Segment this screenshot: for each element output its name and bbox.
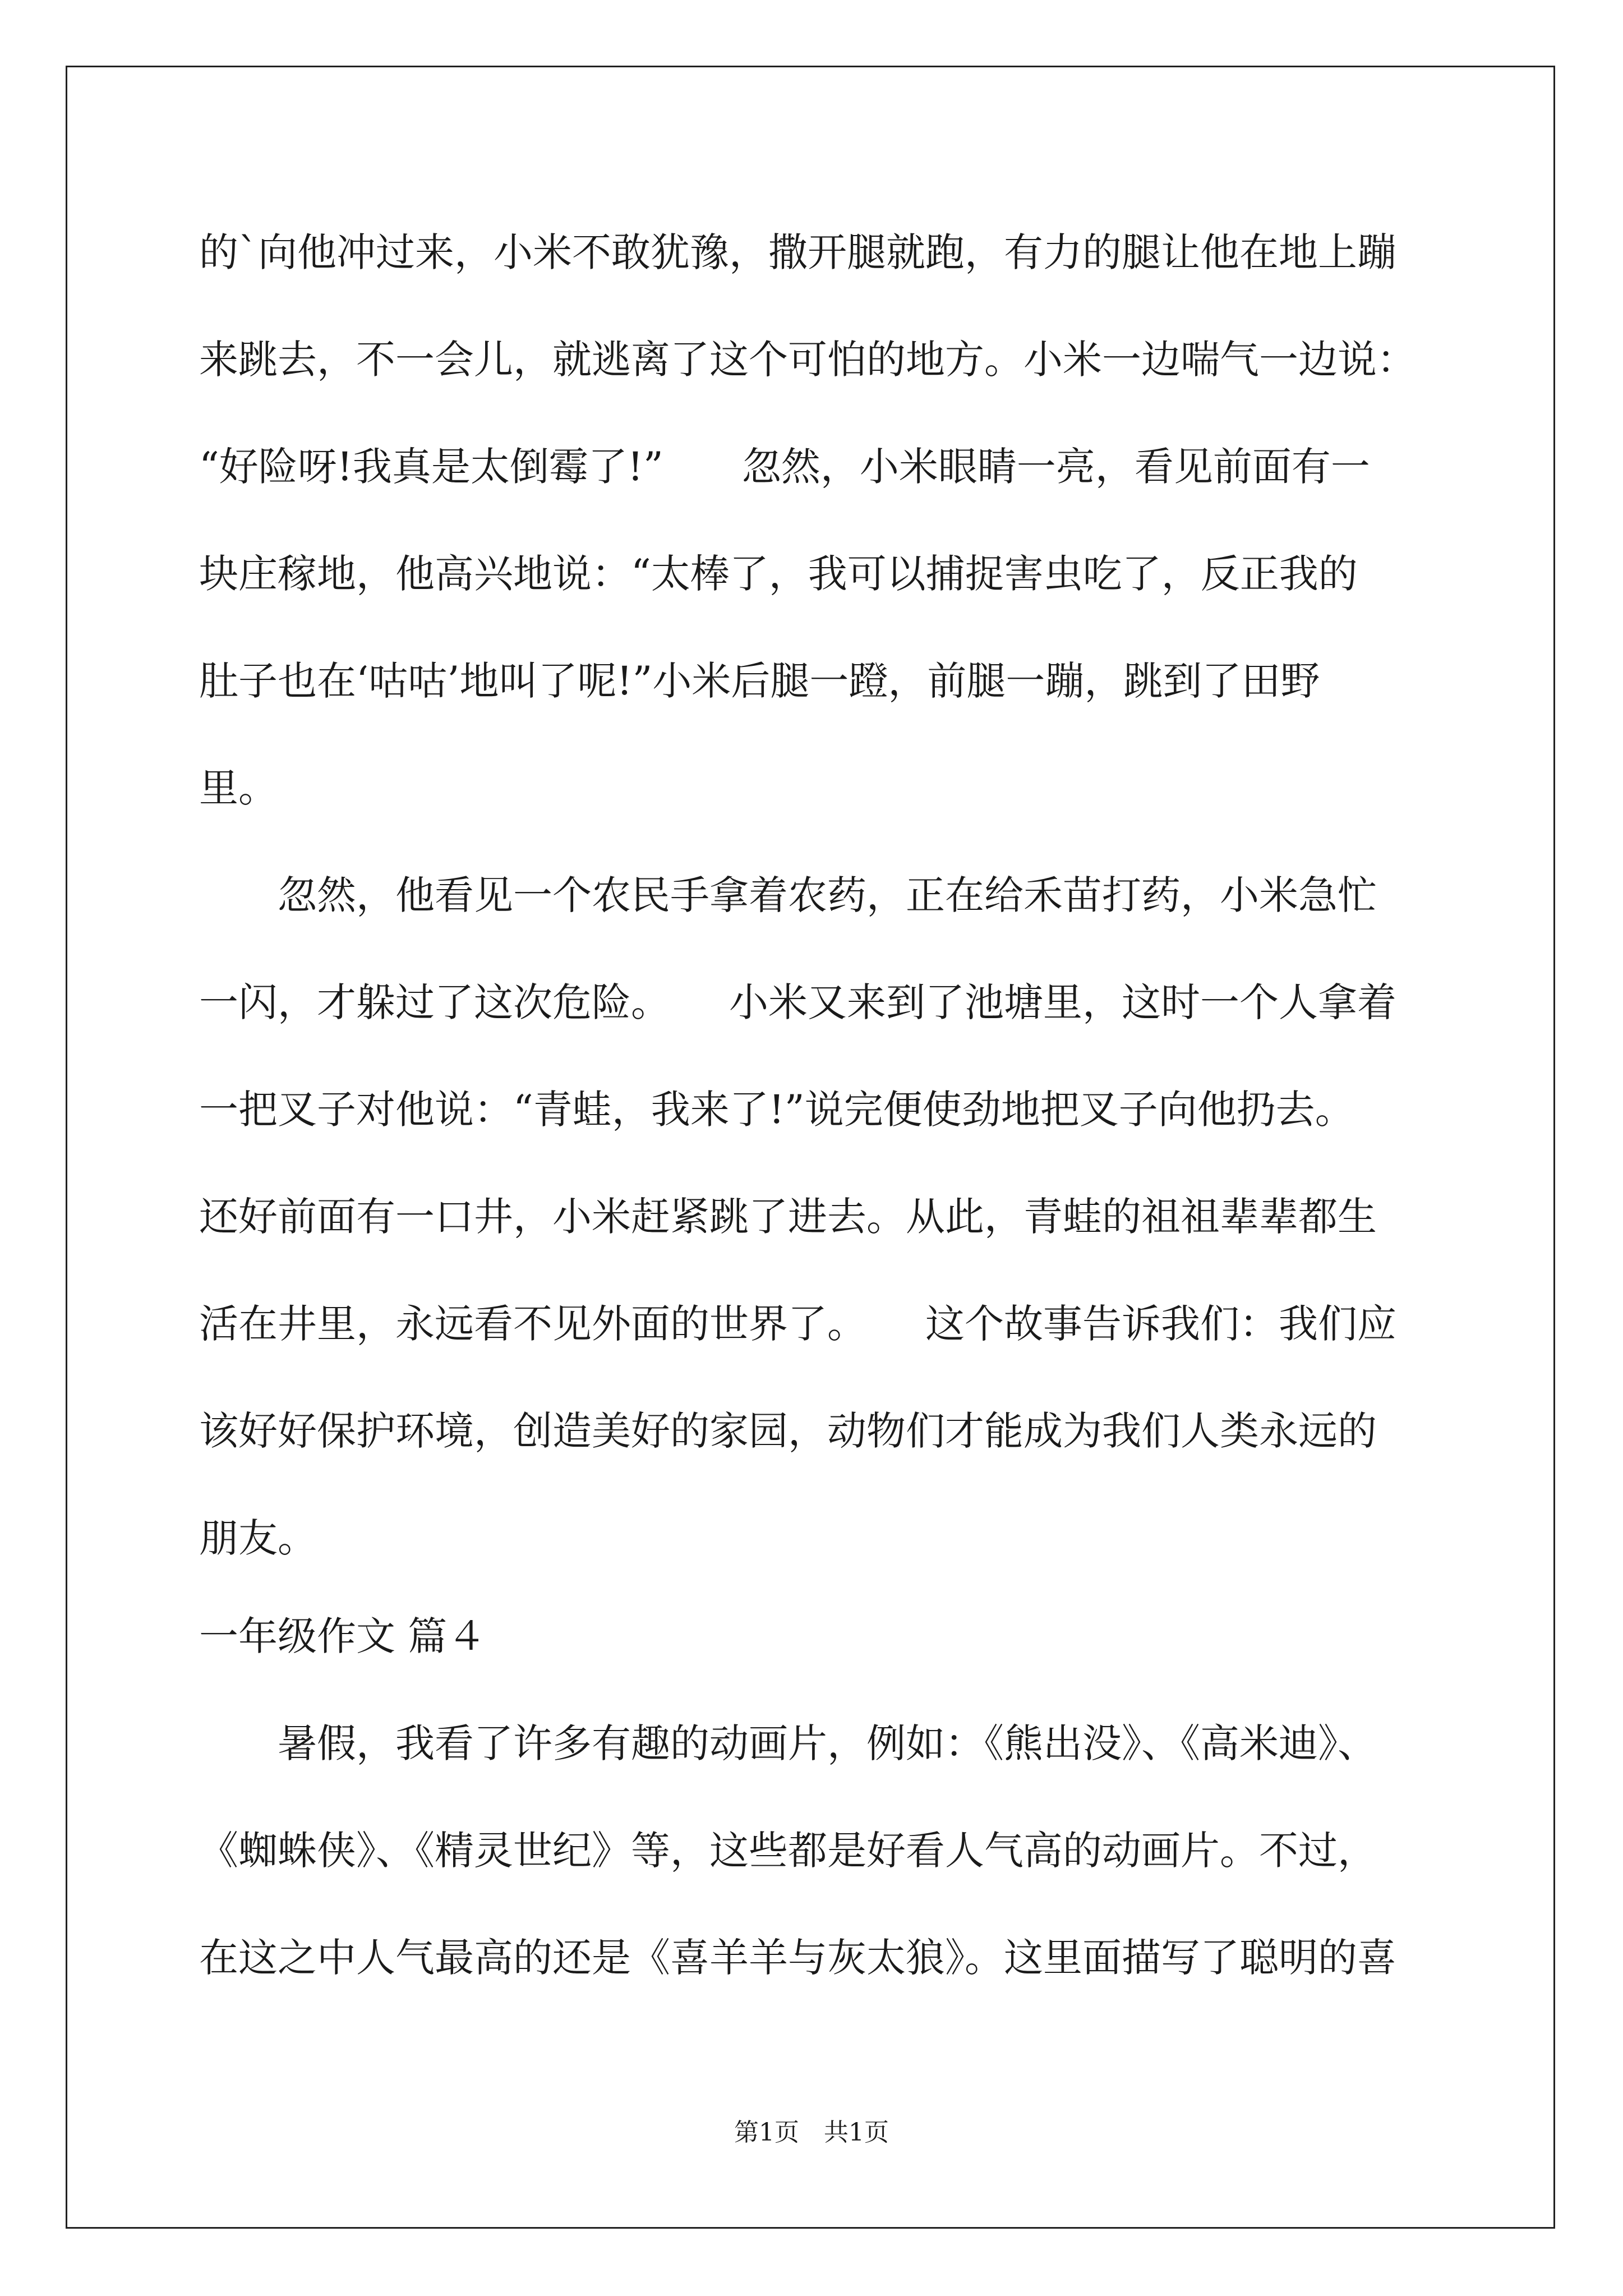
text-line-16: 《蜘蛛侠》、《精灵世纪》等，这些都是好看人气高的动画片。不过，: [199, 1828, 1377, 1874]
page-border: [66, 66, 1555, 2229]
page-number-footer: 第1页 共1页: [734, 2118, 889, 2147]
text-line-1: 的`向他冲过来，小米不敢犹豫，撒开腿就跑，有力的腿让他在地上蹦: [199, 229, 1396, 275]
text-line-15: 暑假，我看了许多有趣的动画片，例如：《熊出没》、《高米迪》、: [199, 1720, 1377, 1766]
text-line-11: 活在井里，永远看不见外面的世界了。 这个故事告诉我们：我们应: [199, 1301, 1396, 1347]
text-line-9: 一把叉子对他说：“青蛙，我来了!”说完便使劲地把叉子向他扔去。: [199, 1087, 1354, 1133]
text-line-3: “好险呀!我真是太倒霉了!” 忽然，小米眼睛一亮，看见前面有一: [199, 444, 1370, 490]
section-heading: 一年级作文 篇４: [199, 1613, 487, 1659]
text-line-12: 该好好保护环境，创造美好的家园，动物们才能成为我们人类永远的: [199, 1408, 1377, 1454]
text-line-2: 来跳去，不一会儿，就逃离了这个可怕的地方。小米一边喘气一边说：: [199, 337, 1416, 383]
text-line-17: 在这之中人气最高的还是《喜羊羊与灰太狼》。这里面描写了聪明的喜: [199, 1935, 1396, 1981]
text-line-8: 一闪，才躲过了这次危险。 小米又来到了池塘里，这时一个人拿着: [199, 979, 1396, 1025]
text-line-6: 里。: [199, 765, 278, 811]
text-line-7: 忽然，他看见一个农民手拿着农药，正在给禾苗打药，小米急忙: [199, 872, 1377, 918]
text-line-4: 块庄稼地，他高兴地说：“太棒了，我可以捕捉害虫吃了，反正我的: [199, 551, 1358, 597]
text-line-5: 肚子也在‘咕咕’地叫了呢!”小米后腿一蹬，前腿一蹦，跳到了田野: [199, 658, 1320, 704]
text-line-13: 朋友。: [199, 1515, 317, 1561]
text-line-10: 还好前面有一口井，小米赶紧跳了进去。从此，青蛙的祖祖辈辈都生: [199, 1194, 1377, 1240]
